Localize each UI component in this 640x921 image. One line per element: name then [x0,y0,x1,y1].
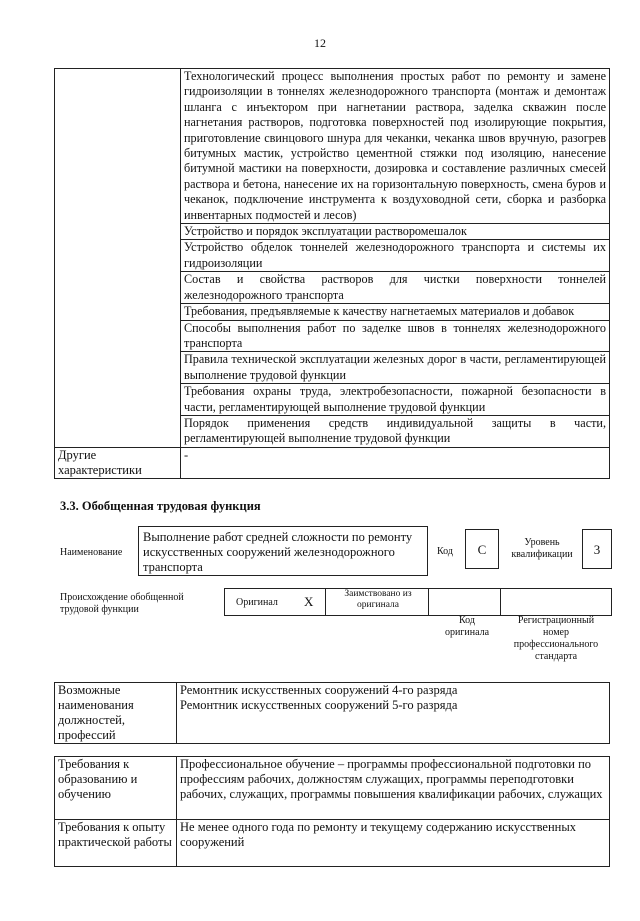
knowledge-item: Технологический процесс выполнения простых работ по ремонту и замене гидроизоляции в тоннелях железнодорожного транспорта (монтаж и демонтаж шланга с инъектором при нагнетании раствора, заделка скважин после нагнетания растворов, подготовка поверхностей под изолирующие покрытия, приготовление свинцового шнура для чеканки, чеканка швов вручную, разогрев битумных мастик, устройство цементной стяжки под изоляцию, нанесение битумной мастики на поверхности, дозировка и составление различных смесей раствора и бетона, нанесение их на горизонтальную поверхность, смена буров и чеканок, подключение инструмента к воздуховодной сети, сборка и разборка инвентарных подмостей и лесов) [181,69,610,224]
position-item: Ремонтник искусственных сооружений 5-го разряда [180,698,458,712]
table-row [55,69,610,224]
code-label: Код [437,546,453,557]
position-item: Ремонтник искусственных сооружений 4-го разряда [180,683,458,697]
experience-label: Требования к опыту практической работы [55,820,177,867]
gtf-name-value: Выполнение работ средней сложности по ремонту искусственных сооружений железнодорожного транспорта [138,526,428,576]
education-value: Профессиональное обучение – программы профессиональной подготовки по профессиям рабочих, должностям служащих, программы переподготовки рабочих, служащих, программы повышения квалификации рабочих, служащих [177,757,610,820]
knowledge-item: Устройство и порядок эксплуатации растворомешалок [181,224,610,240]
reg-number-box [500,588,612,616]
knowledge-item: Состав и свойства растворов для чистки поверхности тоннелей железнодорожного транспорта [181,272,610,304]
positions-table [54,682,610,744]
other-characteristics-value: - [181,447,610,478]
reg-number-label: Регистрационный номер профессионального стандарта [513,615,599,662]
borrowed-label: Заимствовано из оригинала [344,589,412,610]
gtf-level-value: 3 [582,529,612,569]
knowledge-item: Требования, предъявляемые к качеству нагнетаемых материалов и добавок [181,304,610,320]
requirements-table [54,756,610,867]
page-number: 12 [314,36,326,50]
required-knowledge-table [54,68,610,479]
knowledge-item: Требования охраны труда, электробезопасности, пожарной безопасности в части, регламентирующей выполнение трудовой функции [181,384,610,416]
knowledge-item: Способы выполнения работ по заделке швов в тоннелях железнодорожного транспорта [181,320,610,352]
original-label: Оригинал [236,597,278,608]
positions-values [177,683,610,744]
table-row [55,447,610,478]
name-label: Наименование [60,547,123,558]
table-cell-empty [55,69,181,448]
gtf-code-value: C [465,529,499,569]
knowledge-item: Устройство обделок тоннелей железнодорожного транспорта и системы их гидроизоляции [181,240,610,272]
other-characteristics-label: Другие характеристики [55,447,181,478]
original-mark: X [304,594,314,609]
experience-value: Не менее одного года по ремонту и текущему содержанию искусственных сооружений [177,820,610,867]
positions-label: Возможные наименования должностей, профессий [55,683,177,744]
knowledge-item: Правила технической эксплуатации железных дорог в части, регламентирующей выполнение трудовой функции [181,352,610,384]
origin-label: Происхождение обобщенной трудовой функции [60,592,184,615]
level-label: Уровень квалификации [511,537,573,560]
table-row [55,820,610,867]
code-original-label: Код оригинала [444,615,490,638]
table-row [55,757,610,820]
education-label: Требования к образованию и обучению [55,757,177,820]
code-original-box [428,588,501,616]
table-row [55,683,610,744]
section-title: 3.3. Обобщенная трудовая функция [60,499,261,513]
knowledge-item: Порядок применения средств индивидуальной защиты в части, регламентирующей выполнение трудовой функции [181,415,610,447]
